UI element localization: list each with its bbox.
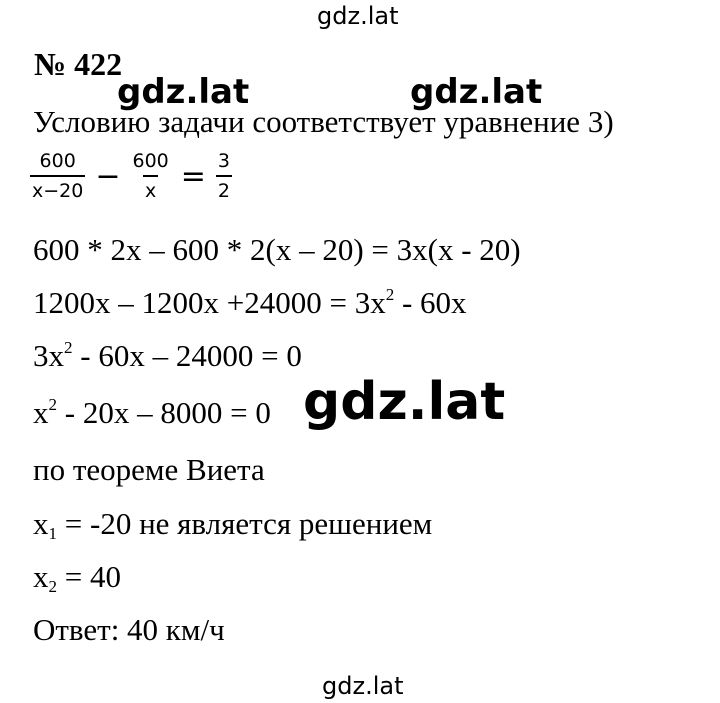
equation-line-3-right: - 60x – 24000 = 0 xyxy=(72,338,302,373)
equation-line-3-exponent: 2 xyxy=(64,338,73,358)
fraction-2 xyxy=(130,150,170,202)
root-1-variable: x xyxy=(33,506,49,541)
root-2-variable: x xyxy=(33,559,49,594)
fraction-1-numerator: 600 xyxy=(39,150,76,172)
equation-line-2-left: 1200x – 1200x +24000 = 3x xyxy=(33,285,386,320)
fraction-2-numerator: 600 xyxy=(132,150,169,172)
equation-line-3-left: 3x xyxy=(33,338,64,373)
equation-line-4-left: x xyxy=(33,395,49,430)
fraction-1-denominator: x−20 xyxy=(30,175,85,202)
root-2-value: = 40 xyxy=(57,559,121,594)
equation-line-2 xyxy=(33,287,467,318)
equation-line-4-right: - 20x – 8000 = 0 xyxy=(57,395,271,430)
watermark-big: gdz.lat xyxy=(303,372,506,432)
root-2 xyxy=(33,559,121,597)
root-1-index: 1 xyxy=(48,524,58,544)
equation-line-4 xyxy=(33,397,271,428)
minus-sign: − xyxy=(95,158,121,194)
answer: Ответ: 40 км/ч xyxy=(33,612,225,647)
equals-sign: = xyxy=(180,158,206,194)
root-2-index: 2 xyxy=(48,577,58,597)
equation-line-3 xyxy=(33,340,302,371)
watermark-mid-left: gdz.lat xyxy=(117,72,250,112)
problem-statement: Условию задачи соответствует уравнение 3) xyxy=(33,104,614,139)
fraction-equation xyxy=(30,150,232,202)
fraction-1 xyxy=(30,150,85,202)
root-1-value: = -20 не является решением xyxy=(57,506,433,541)
equation-line-2-exponent: 2 xyxy=(385,285,395,305)
root-1 xyxy=(33,506,433,544)
vieta-theorem: по теореме Виета xyxy=(33,452,265,487)
fraction-2-denominator: x xyxy=(143,175,158,202)
equation-line-4-exponent: 2 xyxy=(48,395,58,415)
watermark-mid-right: gdz.lat xyxy=(410,72,543,112)
watermark-bottom: gdz.lat xyxy=(322,672,404,700)
fraction-3 xyxy=(216,150,232,202)
fraction-3-denominator: 2 xyxy=(216,175,232,202)
equation-line-1: 600 * 2x – 600 * 2(x – 20) = 3x(x - 20) xyxy=(33,232,521,267)
problem-number: № 422 xyxy=(34,46,123,82)
watermark-top: gdz.lat xyxy=(317,2,399,30)
equation-line-2-right: - 60x xyxy=(394,285,467,320)
fraction-3-numerator: 3 xyxy=(217,150,230,172)
